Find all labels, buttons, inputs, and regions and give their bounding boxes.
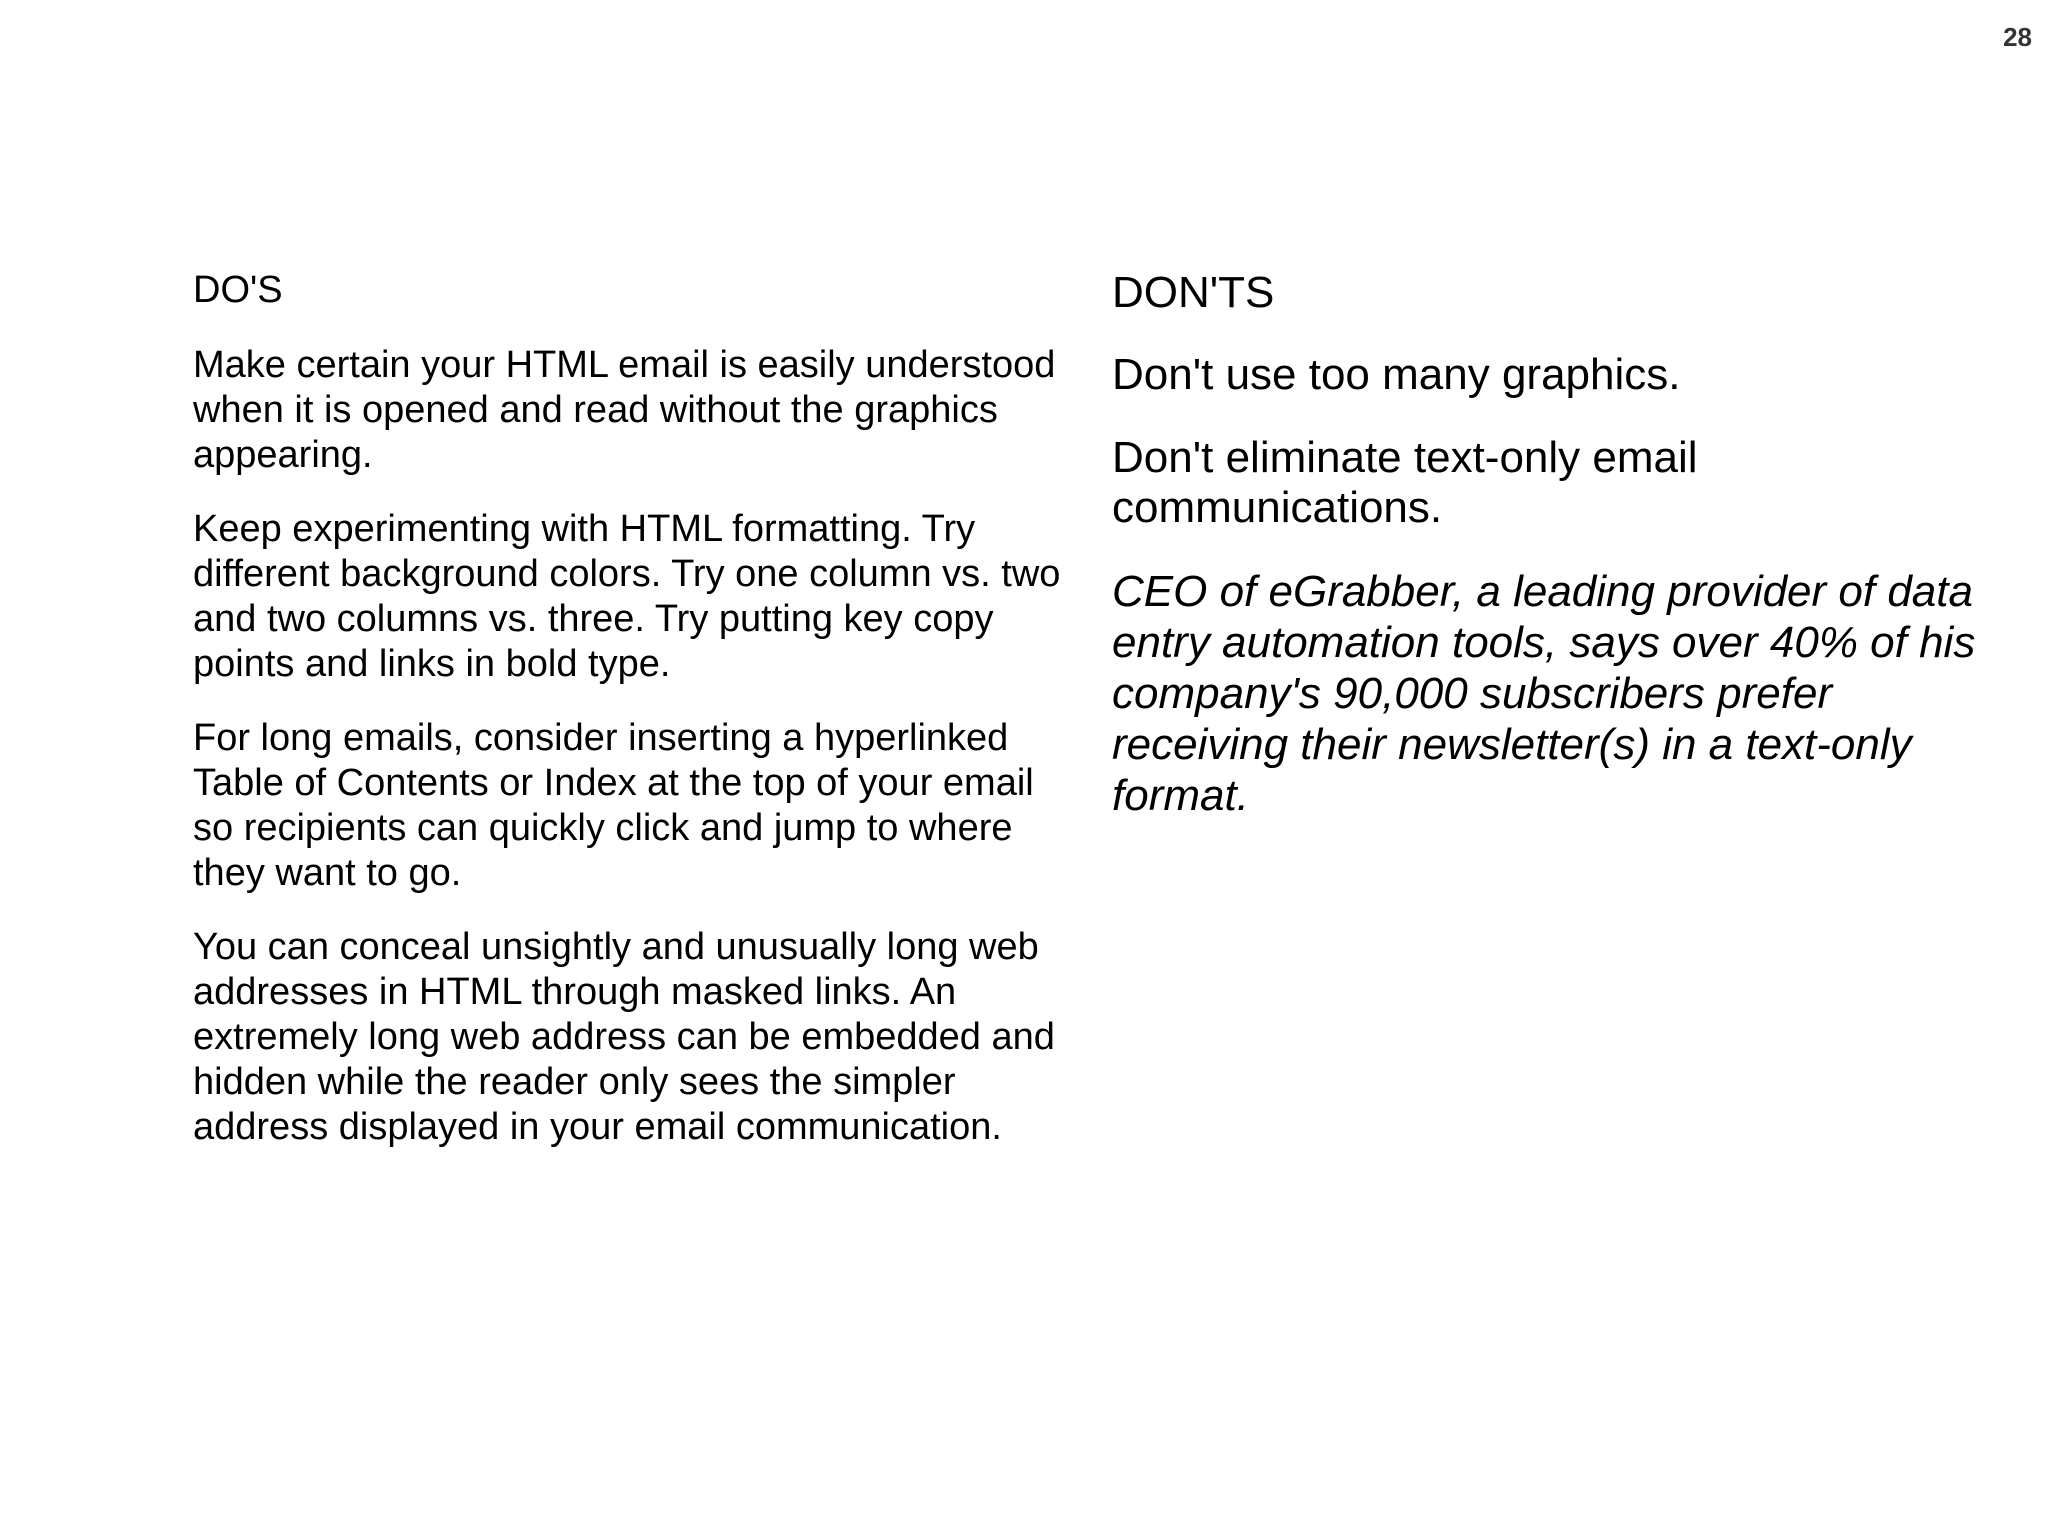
donts-heading: DON'TS (1112, 268, 1275, 317)
dos-item: For long emails, consider inserting a hyperlinked Table of Contents or Index at the top of your email so recipients can quickly click and jump to where they want to go. (193, 717, 1034, 894)
donts-item: Don't use too many graphics. (1112, 350, 1681, 399)
dos-item: Keep experimenting with HTML formatting. Try different background colors. Try one column vs. two and two columns vs. three. Try putting key copy points and links in bold type. (193, 508, 1061, 685)
donts-item: Don't eliminate text-only email communications. (1112, 433, 1698, 532)
page-number: 28 (2003, 22, 2032, 52)
donts-column (1112, 268, 2012, 821)
dos-item: Make certain your HTML email is easily understood when it is opened and read without the graphics appearing. (193, 344, 1056, 476)
dos-item: You can conceal unsightly and unusually long web addresses in HTML through masked links. An extremely long web address can be embedded and hidden while the reader only sees the simpler address displayed in your email communication. (193, 926, 1055, 1148)
dos-column (193, 268, 1073, 1179)
donts-quote: CEO of eGrabber, a leading provider of data entry automation tools, says over 40% of his company's 90,000 subscribers prefer receiving their newsletter(s) in a text-only format. (1112, 567, 1976, 820)
dos-heading: DO'S (193, 269, 283, 311)
